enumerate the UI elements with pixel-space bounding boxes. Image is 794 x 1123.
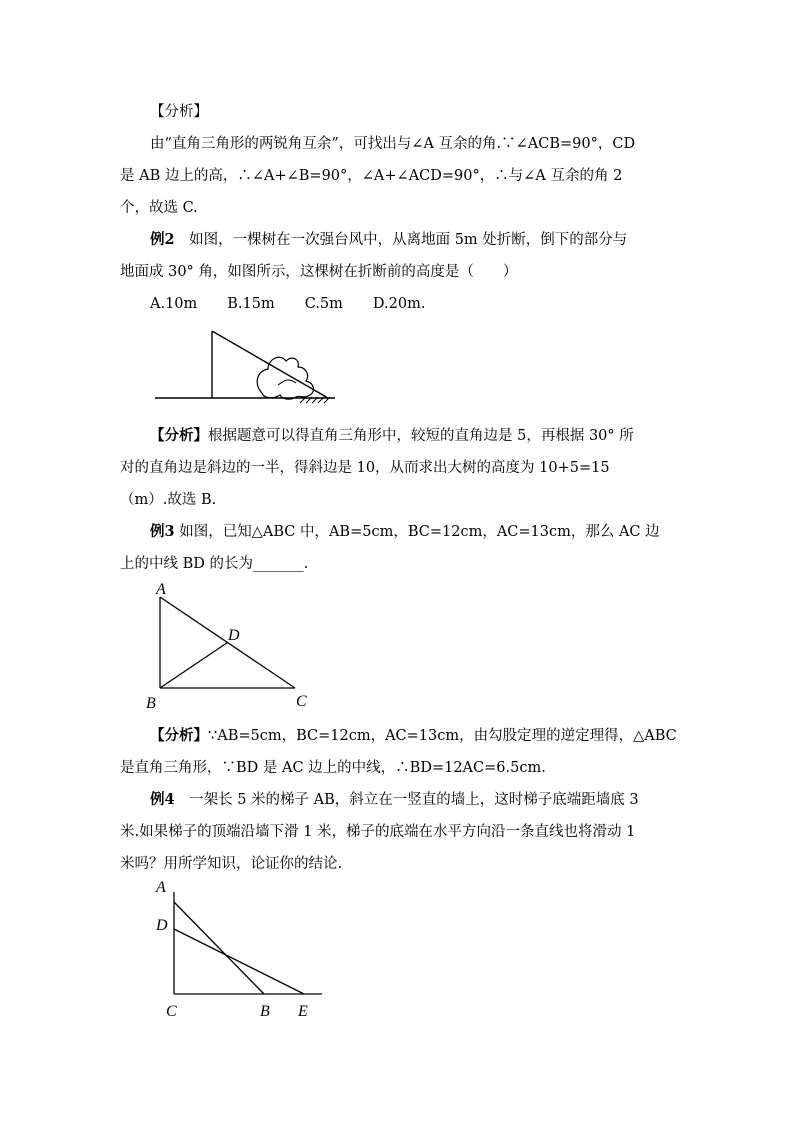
ex3-analysis-text1: ∵AB=5cm，BC=12cm，AC=13cm，由勾股定理的逆定理得，△ABC (208, 728, 677, 744)
label-b: B (146, 695, 156, 712)
ex4-question-line2: 米.如果梯子的顶端沿墙下滑 1 米，梯子的底端在水平方向沿一条直线也将滑动 1 (120, 824, 636, 840)
ex2-question-line1 (150, 224, 706, 256)
label-c: C (166, 1003, 177, 1020)
ex4-text-line1: 一架长 5 米的梯子 AB，斜立在一竖直的墙上，这时梯子底端距墙底 3 (189, 792, 639, 808)
tree-crown (257, 357, 313, 399)
ex2-option-a: A.10m (150, 296, 198, 312)
ex3-text-line1: 如图，已知△ABC 中，AB=5cm，BC=12cm，AC=13cm，那么 AC 边 (179, 524, 660, 540)
ex1-analysis-line2: 是 AB 边上的高，∴∠A+∠B=90°，∠A+∠ACD=90°，∴与∠A 互余的角 2 (120, 168, 623, 184)
ladder-de (174, 929, 304, 994)
median-bd (160, 643, 228, 689)
ex2-analysis-text1: 根据题意可以得直角三角形中，较短的直角边是 5，再根据 30° 所 (208, 428, 634, 444)
ex3-question-line2: 上的中线 BD 的长为_______. (120, 556, 309, 572)
broken-tree-figure (150, 325, 350, 405)
ex2-text-line1: 如图，一棵树在一次强台风中，从离地面 5m 处折断，倒下的部分与 (189, 232, 628, 248)
ex3-label: 例3 (150, 523, 175, 540)
label-c: C (296, 693, 307, 710)
ex2-analysis-line3: （m）.故选 B. (120, 492, 217, 508)
label-a: A (156, 581, 166, 598)
label-e: E (298, 1003, 308, 1020)
triangle-abc-figure (140, 580, 320, 715)
label-d: D (156, 917, 168, 934)
ex2-analysis-line1 (150, 420, 706, 452)
ex4-label: 例4 (150, 791, 175, 808)
ex3-analysis-label: 【分析】 (150, 727, 208, 744)
ex1-analysis-line3: 个，故选 C. (120, 200, 198, 216)
fallen-top (212, 331, 328, 398)
ladder-figure (150, 872, 340, 1027)
ex2-label: 例2 (150, 231, 175, 248)
ex3-analysis-line2: 是直角三角形，∵BD 是 AC 边上的中线，∴BD=12AC=6.5cm. (120, 760, 546, 776)
ex2-option-b: B.15m (227, 296, 275, 312)
ex2-question-line2: 地面成 30° 角，如图所示，这棵树在折断前的高度是（ ） (120, 264, 518, 280)
ex2-options (150, 288, 706, 320)
ex2-analysis-line2: 对的直角边是斜边的一半，得斜边是 10，从而求出大树的高度为 10+5=15 (120, 460, 610, 476)
ex2-option-c: C.5m (304, 296, 343, 312)
ex3-analysis-line1 (150, 720, 706, 752)
ex2-analysis-label: 【分析】 (150, 427, 208, 444)
ex4-question-line1 (150, 784, 706, 816)
analysis-heading: 【分析】 (150, 104, 208, 120)
crown-detail (278, 380, 296, 385)
label-d: D (228, 627, 240, 644)
ex3-question-line1 (150, 516, 706, 548)
ex1-analysis-line1: 由“直角三角形的两锐角互余”，可找出与∠A 互余的角.∵∠ACB=90°，CD (150, 136, 636, 152)
label-b: B (260, 1003, 270, 1020)
label-a: A (156, 879, 166, 896)
ex4-question-line3: 米吗？用所学知识，论证你的结论. (120, 856, 343, 872)
ex2-option-d: D.20m. (372, 296, 426, 312)
ladder-ab (174, 902, 264, 994)
